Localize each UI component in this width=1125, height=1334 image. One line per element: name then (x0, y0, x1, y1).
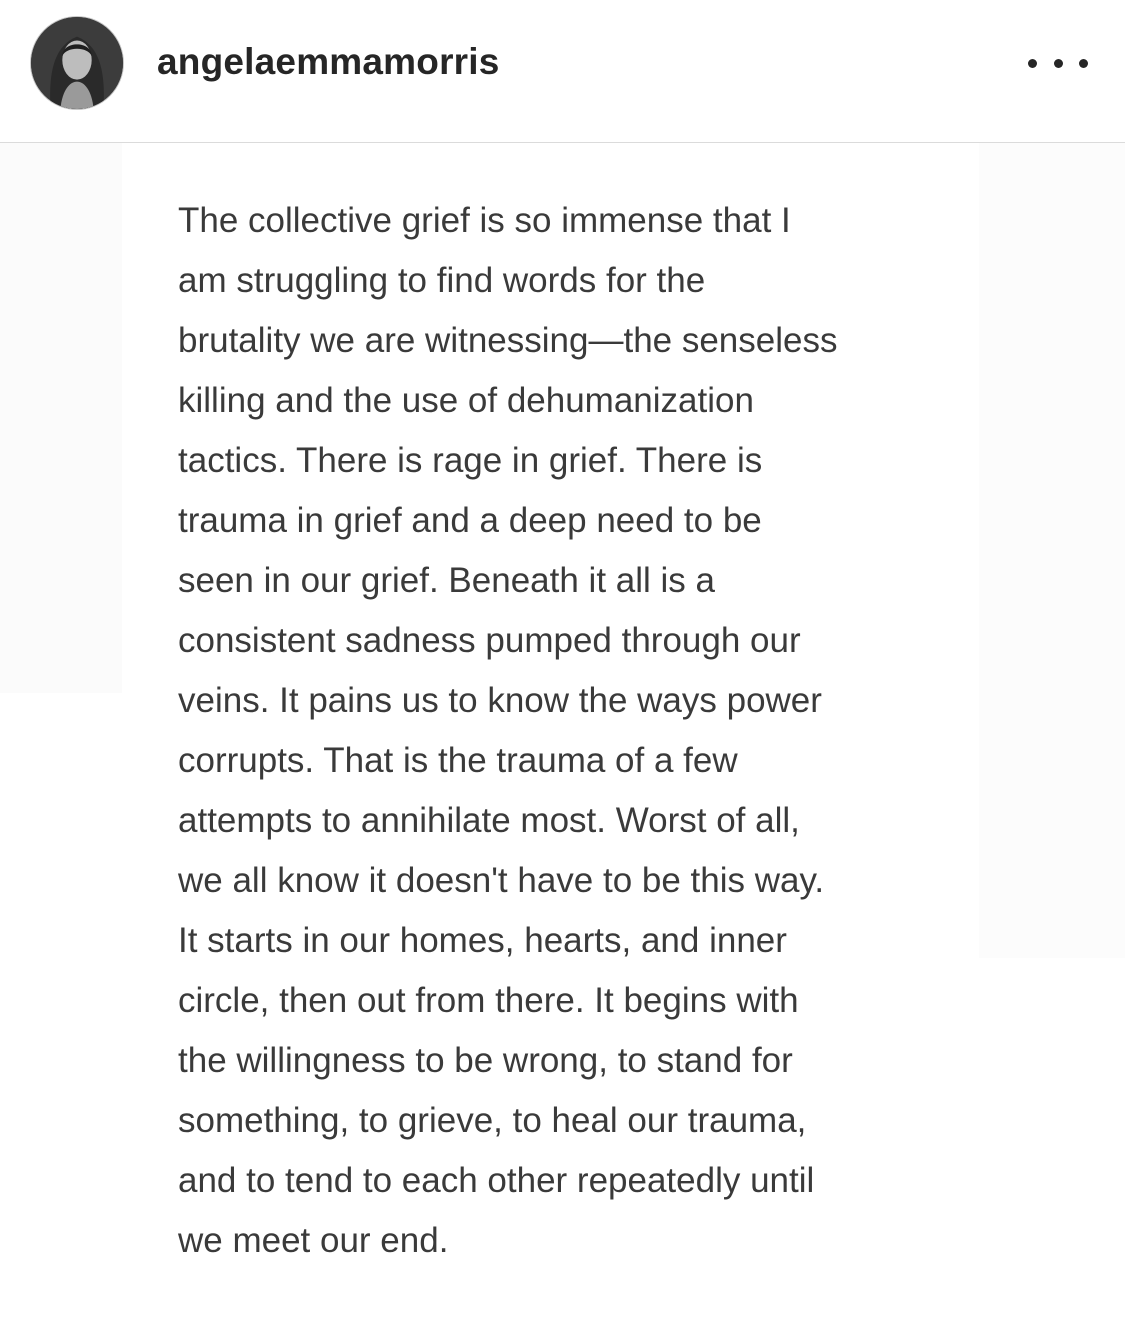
profile-photo-icon (31, 17, 123, 109)
post-image[interactable] (0, 143, 1125, 1334)
image-background-panel (979, 143, 1125, 958)
post-quote-text: The collective grief is so immense that I am struggling to find words for the brutality we are witnessing—the senseless killing and the use of dehumanization tactics. There is rage in grief. There is trauma in grief and a deep need to be seen in our grief. Beneath it all is a consistent sadness pumped through our veins. It pains us to know the ways power corrupts. That is the trauma of a few attempts to annihilate most. Worst of all, we all know it doesn't have to be this way. It starts in our homes, hearts, and inner circle, then out from there. It begins with the willingness to be wrong, to stand for something, to grieve, to heal our trauma, and to tend to each other repeatedly until we meet our end. (178, 201, 838, 1260)
more-options-button[interactable] (1028, 45, 1088, 81)
more-horizontal-icon (1028, 59, 1037, 68)
post-header (0, 0, 1125, 143)
image-background-panel (0, 143, 122, 693)
username[interactable]: angelaemmamorris (157, 41, 500, 82)
more-horizontal-icon-dot (1079, 59, 1088, 68)
more-horizontal-icon-dot (1054, 59, 1063, 68)
avatar[interactable] (30, 16, 124, 110)
